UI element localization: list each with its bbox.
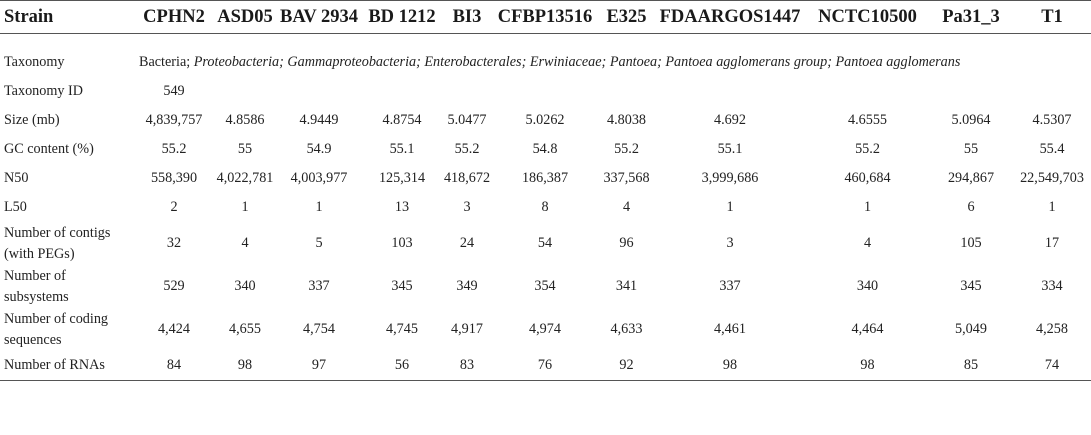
table-cell: 4,424 (158, 321, 190, 337)
table-cell: 5.0477 (447, 112, 487, 128)
table-cell: 1 (726, 199, 734, 215)
table-cell: 55.4 (1039, 141, 1065, 157)
table-cell: 6 (967, 199, 975, 215)
header-strain-name: ASD05 (217, 6, 273, 27)
table-row (0, 351, 1091, 381)
row-label (0, 164, 135, 193)
table-cell: 418,672 (443, 170, 491, 186)
table-cell: 76 (537, 357, 553, 373)
table-cell: 4,917 (451, 321, 483, 337)
table-cell: 4.5307 (1032, 112, 1072, 128)
table-cell: 98 (722, 357, 738, 373)
table-cell: 4.9449 (299, 112, 339, 128)
table-cell: 54.8 (532, 141, 558, 157)
table-cell: 337 (719, 278, 741, 294)
table-cell: 345 (960, 278, 982, 294)
row-label-line: Number of (4, 267, 66, 284)
table-cell: 98 (860, 357, 875, 373)
table-cell: 85 (963, 357, 979, 373)
row-label (0, 222, 135, 265)
table-cell: 5.0964 (951, 112, 991, 128)
table-cell: 74 (1044, 357, 1060, 373)
table-cell: 92 (619, 357, 634, 373)
table-row (0, 265, 1091, 308)
header-strain-name: BD 1212 (368, 6, 436, 27)
header-strain-name: FDAARGOS1447 (659, 6, 801, 27)
table-cell: 4.8038 (606, 112, 646, 128)
table-cell: 55.2 (855, 141, 880, 157)
table-cell: 4.692 (714, 112, 746, 128)
spacer-row (0, 34, 1091, 49)
header-strain-name: BAV 2934 (280, 6, 358, 27)
header-strain-label: Strain (4, 6, 54, 27)
row-label-line: Number of contigs (4, 224, 111, 241)
table-cell: 1 (241, 199, 249, 215)
table-row (0, 164, 1091, 193)
table-cell: 5,049 (955, 321, 987, 337)
header-row (0, 1, 1091, 34)
table-cell: 105 (960, 235, 982, 251)
table-cell: 4.8754 (382, 112, 422, 128)
table-cell: 345 (391, 278, 413, 294)
table-cell: 13 (394, 199, 410, 215)
table-cell: 22,549,703 (1020, 170, 1084, 186)
table-cell: 83 (459, 357, 475, 373)
table-cell: 4,464 (851, 321, 884, 337)
table-cell: 337,568 (603, 170, 650, 186)
taxonomy-id-value: 549 (163, 83, 185, 99)
table-cell: 4,974 (529, 321, 561, 337)
table-cell: 97 (311, 357, 327, 373)
table-cell: 1 (315, 199, 323, 215)
table-cell: 2 (170, 199, 178, 215)
row-label (0, 265, 135, 308)
table-cell: 55.1 (389, 141, 415, 157)
table-cell: 340 (856, 278, 879, 294)
row-label (0, 308, 135, 351)
table-cell: 4,258 (1036, 321, 1068, 337)
table-cell: 55.2 (161, 141, 187, 157)
table-cell: 56 (394, 357, 410, 373)
table-cell: 558,390 (150, 170, 198, 186)
table-cell: 529 (163, 278, 185, 294)
table-cell: 1 (863, 199, 872, 215)
taxonomy-lineage: Proteobacteria; Gammaproteobacteria; Enterobacterales; Erwiniaceae; Pantoea; Pantoea agglomerans group; Pantoea agglomerans (193, 54, 961, 70)
header-strain-name: NCTC10500 (818, 6, 917, 27)
table-cell: 460,684 (844, 170, 891, 186)
table-cell: 186,387 (521, 170, 569, 186)
row-label (0, 193, 135, 222)
table-cell: 17 (1044, 235, 1060, 251)
taxonomy-prefix: Bacteria; (139, 54, 194, 70)
header-strain-name: CPHN2 (143, 6, 205, 27)
row-label-line: (with PEGs) (4, 245, 75, 262)
table-row (0, 106, 1091, 135)
table-row (0, 222, 1091, 265)
table-cell: 349 (456, 278, 478, 294)
table-cell: 4,655 (229, 321, 261, 337)
table-cell: 294,867 (947, 170, 995, 186)
row-label (0, 106, 135, 135)
table-cell: 55.1 (717, 141, 743, 157)
row-label-line: GC content (%) (4, 141, 94, 157)
table-cell: 4.6555 (847, 112, 887, 128)
row-label-line: Size (mb) (4, 112, 60, 128)
table-cell: 98 (237, 357, 253, 373)
table-cell: 55.2 (614, 141, 639, 157)
table-cell: 4,461 (714, 321, 746, 337)
row-label-line: subsystems (4, 288, 69, 305)
table-cell: 3,999,686 (701, 170, 759, 186)
header-strain-name: Pa31_3 (942, 6, 1000, 27)
table-cell: 4,633 (610, 321, 643, 337)
table-cell: 125,314 (378, 170, 426, 186)
table-row (0, 308, 1091, 351)
row-label: Taxonomy ID (4, 83, 83, 99)
table-cell: 32 (166, 235, 182, 251)
table-cell: 4,745 (386, 321, 418, 337)
row-label: Taxonomy (4, 54, 65, 70)
header-strain-name: T1 (1041, 6, 1063, 27)
table-row (0, 135, 1091, 164)
table-cell: 341 (615, 278, 638, 294)
table-cell: 4 (241, 235, 249, 251)
taxonomy-row (0, 48, 1091, 77)
header-strain-name: BI3 (452, 6, 482, 27)
row-label-line: N50 (4, 170, 29, 186)
table-cell: 354 (534, 278, 556, 294)
row-label-line: sequences (4, 331, 62, 348)
table-cell: 4.8586 (225, 112, 265, 128)
taxonomy-id-row (0, 77, 1091, 106)
row-label (0, 135, 135, 164)
row-label (0, 351, 135, 381)
table-cell: 3 (726, 235, 734, 251)
table-cell: 340 (234, 278, 256, 294)
row-label-line: Number of RNAs (4, 357, 105, 373)
table-cell: 4 (622, 199, 631, 215)
table-cell: 84 (166, 357, 182, 373)
table-cell: 54 (537, 235, 553, 251)
table-cell: 55.2 (454, 141, 480, 157)
header-strain-name: CFBP13516 (497, 6, 593, 27)
table-cell: 3 (463, 199, 471, 215)
table-cell: 4,839,757 (145, 112, 203, 128)
table-cell: 4,003,977 (290, 170, 348, 186)
table-cell: 8 (541, 199, 549, 215)
table-cell: 4,754 (303, 321, 335, 337)
table-cell: 4 (863, 235, 872, 251)
table-cell: 55 (963, 141, 979, 157)
row-label-line: L50 (4, 199, 27, 215)
table-cell: 96 (619, 235, 634, 251)
row-label-line: Number of coding (4, 310, 109, 327)
table-cell: 334 (1041, 278, 1063, 294)
table-cell: 103 (391, 235, 413, 251)
table-cell: 55 (237, 141, 253, 157)
table-cell: 337 (308, 278, 330, 294)
header-strain-name: E325 (606, 6, 647, 27)
table-cell: 1 (1048, 199, 1056, 215)
table-row (0, 193, 1091, 222)
taxonomy-value (135, 48, 1091, 77)
table-cell: 5 (315, 235, 323, 251)
table-cell: 4,022,781 (216, 170, 274, 186)
table-cell: 24 (459, 235, 475, 251)
table-cell: 54.9 (306, 141, 332, 157)
table-cell: 5.0262 (525, 112, 565, 128)
